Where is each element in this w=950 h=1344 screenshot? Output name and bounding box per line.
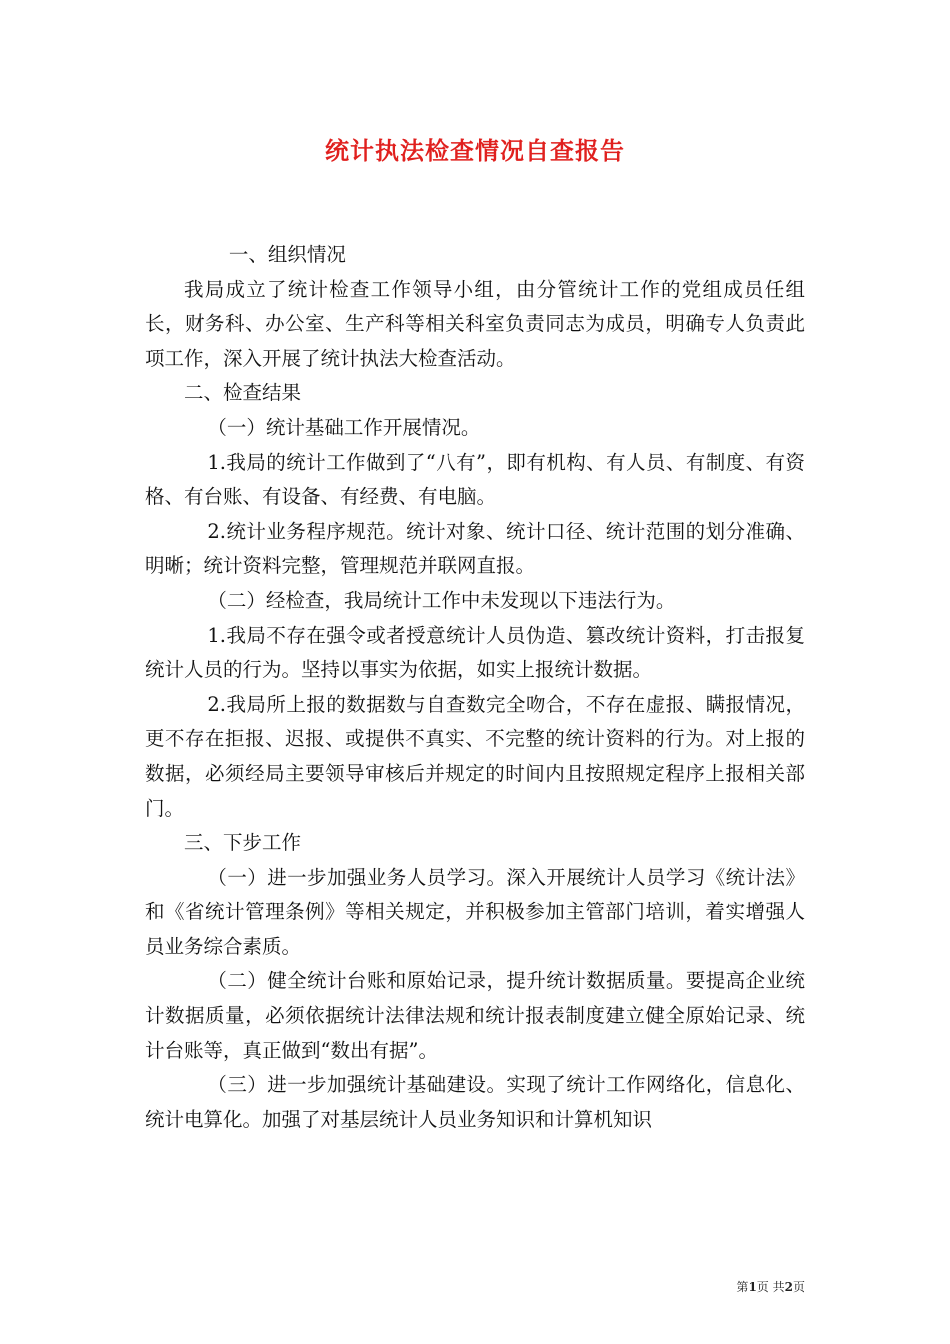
footer-prefix: 第 (736, 1280, 749, 1294)
footer-total-pages: 2 (784, 1280, 793, 1294)
paragraph: 2.统计业务程序规范。统计对象、统计口径、统计范围的划分准确、明晰；统计资料完整，管理规范并联网直报。 (145, 519, 805, 578)
section-heading-results: 二、检查结果 (184, 381, 302, 405)
paragraph: （一）进一步加强业务人员学习。深入开展统计人员学习《统计法》和《省统计管理条例》等相关规定，并积极参加主管部门培训，着实增强人员业务综合素质。 (145, 865, 805, 958)
section-heading-organization: 一、组织情况 (228, 243, 346, 266)
document-body (145, 238, 805, 1137)
subsection-heading: （二）经检查，我局统计工作中未发现以下违法行为。 (207, 588, 676, 612)
page-number-footer (736, 1278, 805, 1295)
paragraph: 1.我局不存在强令或者授意统计人员伪造、篡改统计资料，打击报复统计人员的行为。坚持以事实为依据，如实上报统计数据。 (145, 623, 805, 682)
footer-middle: 页 共 (756, 1280, 785, 1294)
footer-page-number: 1 (748, 1280, 757, 1294)
paragraph: 1.我局的统计工作做到了“八有”，即有机构、有人员、有制度、有资格、有台账、有设备、有经费、有电脑。 (145, 450, 805, 509)
document-title: 统计执法检查情况自查报告 (325, 136, 625, 165)
footer-suffix: 页 (792, 1280, 805, 1294)
paragraph: （二）健全统计台账和原始记录，提升统计数据质量。要提高企业统计数据质量，必须依据统计法律法规和统计报表制度建立健全原始记录、统计台账等，真正做到“数出有据”。 (145, 969, 805, 1062)
paragraph: 2.我局所上报的数据数与自查数完全吻合，不存在虚报、瞒报情况，更不存在拒报、迟报、或提供不真实、不完整的统计资料的行为。对上报的数据，必须经局主要领导审核后并规定的时间内且按照规定程序上报相关部门。 (145, 692, 805, 820)
paragraph: 我局成立了统计检查工作领导小组，由分管统计工作的党组成员任组长，财务科、办公室、生产科等相关科室负责同志为成员，明确专人负责此项工作，深入开展了统计执法大检查活动。 (145, 277, 805, 370)
section-heading-next-steps: 三、下步工作 (184, 831, 302, 855)
subsection-heading: （一）统计基础工作开展情况。 (207, 415, 481, 439)
paragraph: （三）进一步加强统计基础建设。实现了统计工作网络化，信息化、统计电算化。加强了对基层统计人员业务知识和计算机知识 (145, 1073, 805, 1131)
